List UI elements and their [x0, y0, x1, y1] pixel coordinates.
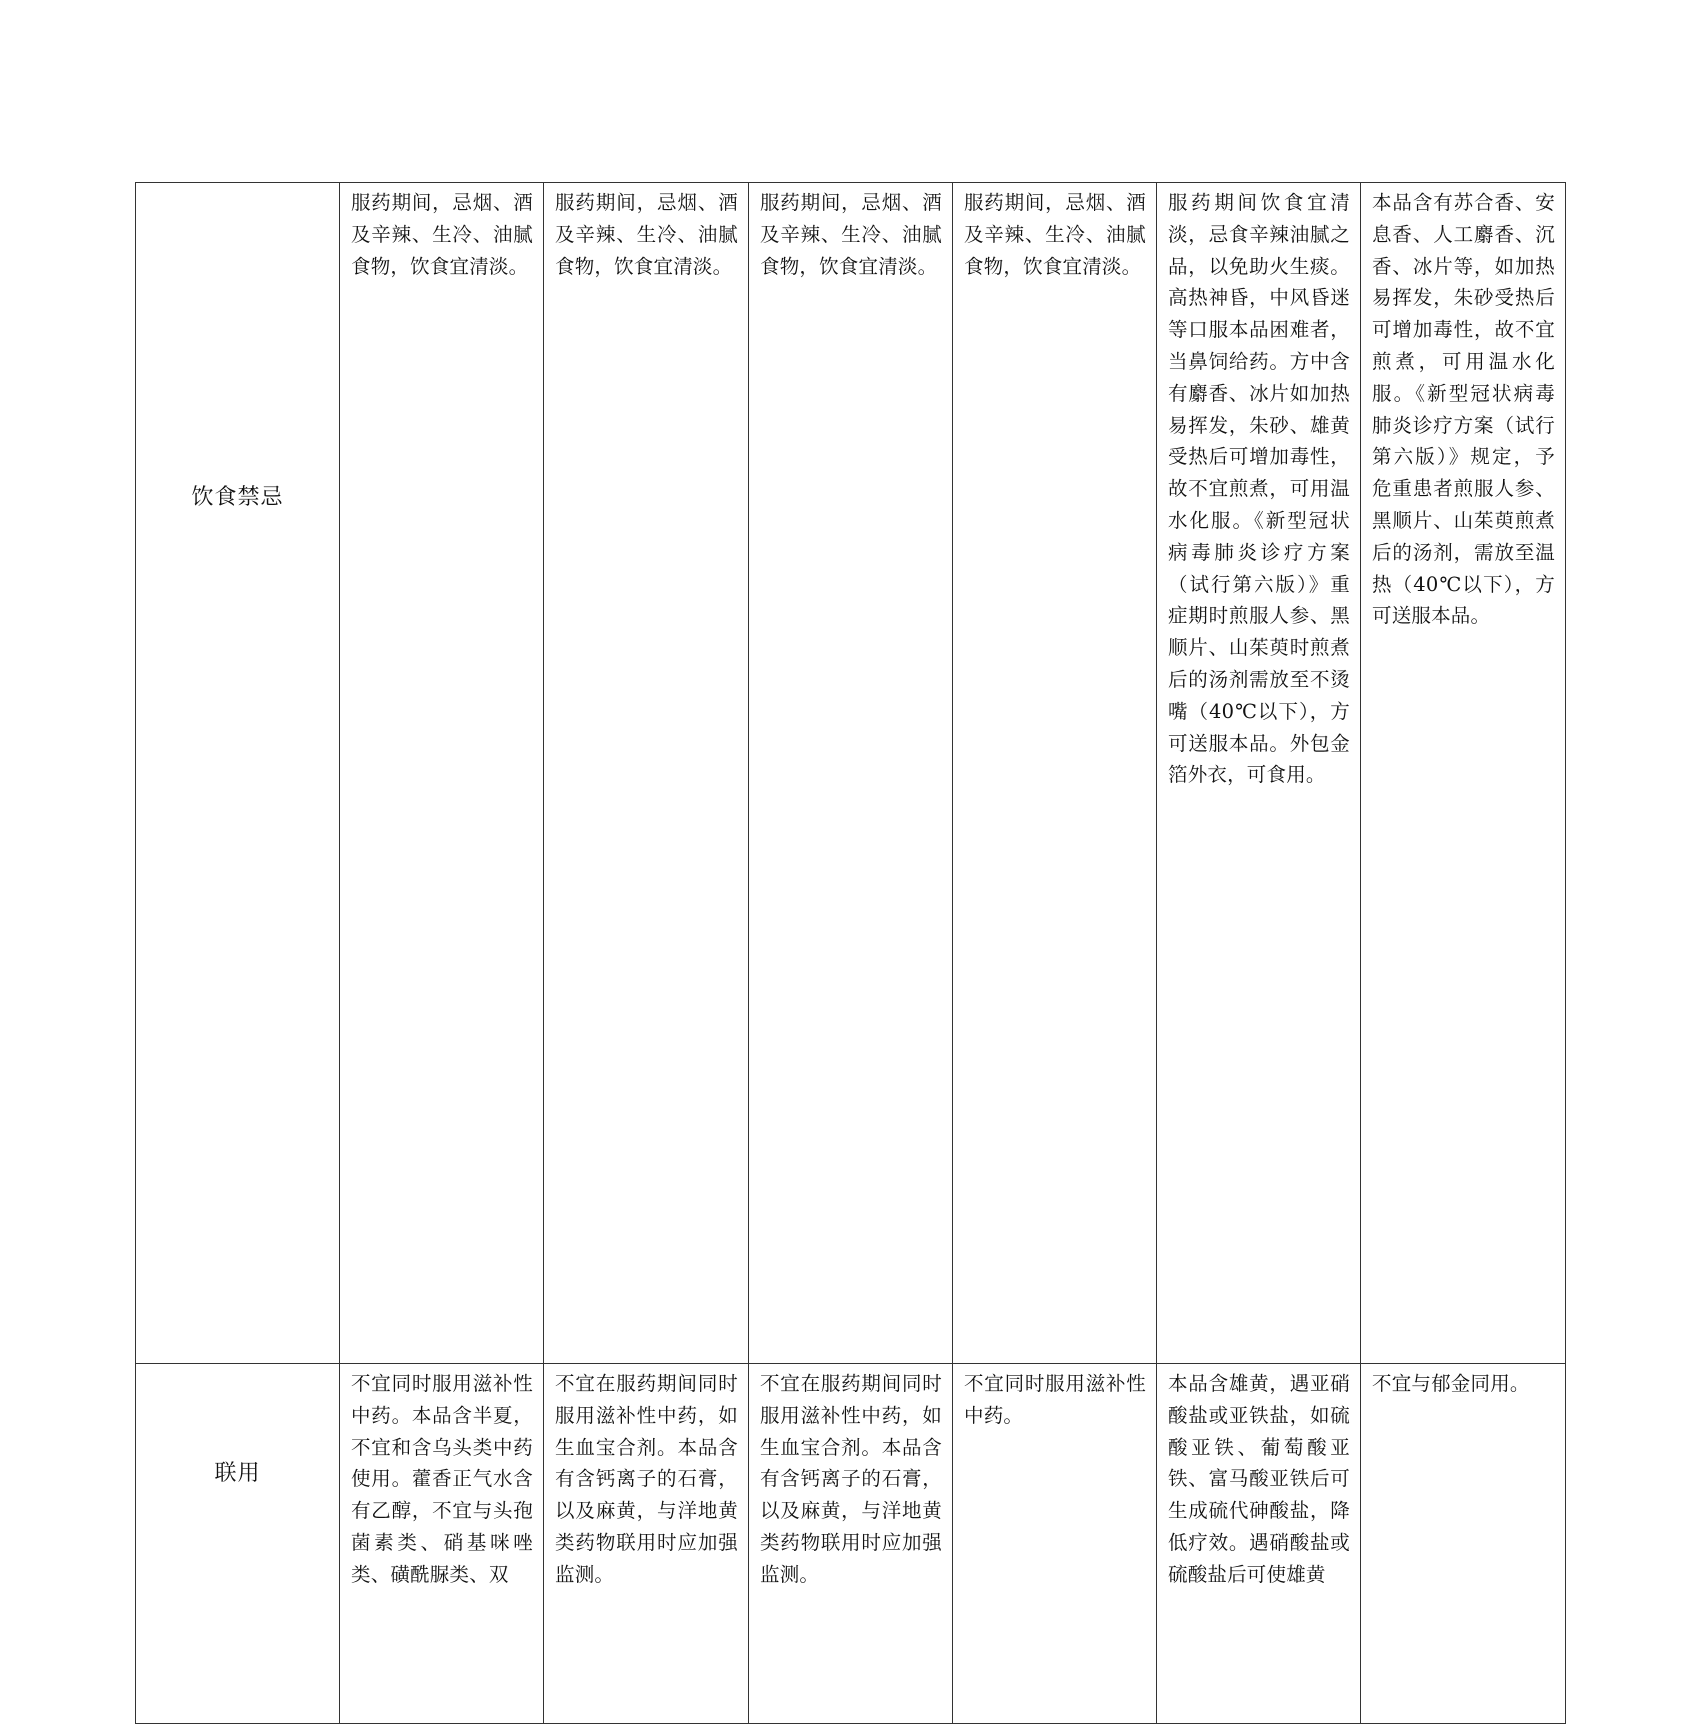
table-cell: 服药期间，忌烟、酒及辛辣、生冷、油腻食物，饮食宜清淡。	[953, 183, 1157, 1364]
table-cell: 服药期间，忌烟、酒及辛辣、生冷、油腻食物，饮食宜清淡。	[340, 183, 544, 1364]
table-cell: 不宜在服药期间同时服用滋补性中药，如生血宝合剂。本品含有含钙离子的石膏，以及麻黄，与洋地黄类药物联用时应加强监测。	[749, 1364, 953, 1724]
table-cell: 服药期间，忌烟、酒及辛辣、生冷、油腻食物，饮食宜清淡。	[749, 183, 953, 1364]
table-cell: 本品含有苏合香、安息香、人工麝香、沉香、冰片等，如加热易挥发，朱砂受热后可增加毒性，故不宜煎煮，可用温水化服。《新型冠状病毒肺炎诊疗方案（试行第六版）》规定，予危重患者煎服人参、黑顺片、山茱萸煎煮后的汤剂，需放至温热（40℃以下），方可送服本品。	[1361, 183, 1566, 1364]
row-label-diet-taboo: 饮食禁忌	[136, 183, 340, 1364]
table-cell: 不宜同时服用滋补性中药。本品含半夏，不宜和含乌头类中药使用。藿香正气水含有乙醇，不宜与头孢菌素类、硝基咪唑类、磺酰脲类、双	[340, 1364, 544, 1724]
table-cell: 不宜与郁金同用。	[1361, 1364, 1566, 1724]
drug-comparison-table	[135, 182, 1566, 1724]
table-cell: 服药期间，忌烟、酒及辛辣、生冷、油腻食物，饮食宜清淡。	[544, 183, 749, 1364]
table-row-diet-taboo	[136, 183, 1566, 1364]
row-label-combination: 联用	[136, 1364, 340, 1724]
table-cell: 本品含雄黄，遇亚硝酸盐或亚铁盐，如硫酸亚铁、葡萄酸亚铁、富马酸亚铁后可生成硫代砷酸盐，降低疗效。遇硝酸盐或硫酸盐后可使雄黄	[1157, 1364, 1361, 1724]
table-cell: 不宜同时服用滋补性中药。	[953, 1364, 1157, 1724]
table-row-combination	[136, 1364, 1566, 1724]
table-cell: 服药期间饮食宜清淡，忌食辛辣油腻之品，以免助火生痰。高热神昏，中风昏迷等口服本品困难者，当鼻饲给药。方中含有麝香、冰片如加热易挥发，朱砂、雄黄受热后可增加毒性，故不宜煎煮，可用温水化服。《新型冠状病毒肺炎诊疗方案（试行第六版）》重症期时煎服人参、黑顺片、山茱萸时煎煮后的汤剂需放至不烫嘴（40℃以下），方可送服本品。外包金箔外衣，可食用。	[1157, 183, 1361, 1364]
table-cell: 不宜在服药期间同时服用滋补性中药，如生血宝合剂。本品含有含钙离子的石膏，以及麻黄，与洋地黄类药物联用时应加强监测。	[544, 1364, 749, 1724]
